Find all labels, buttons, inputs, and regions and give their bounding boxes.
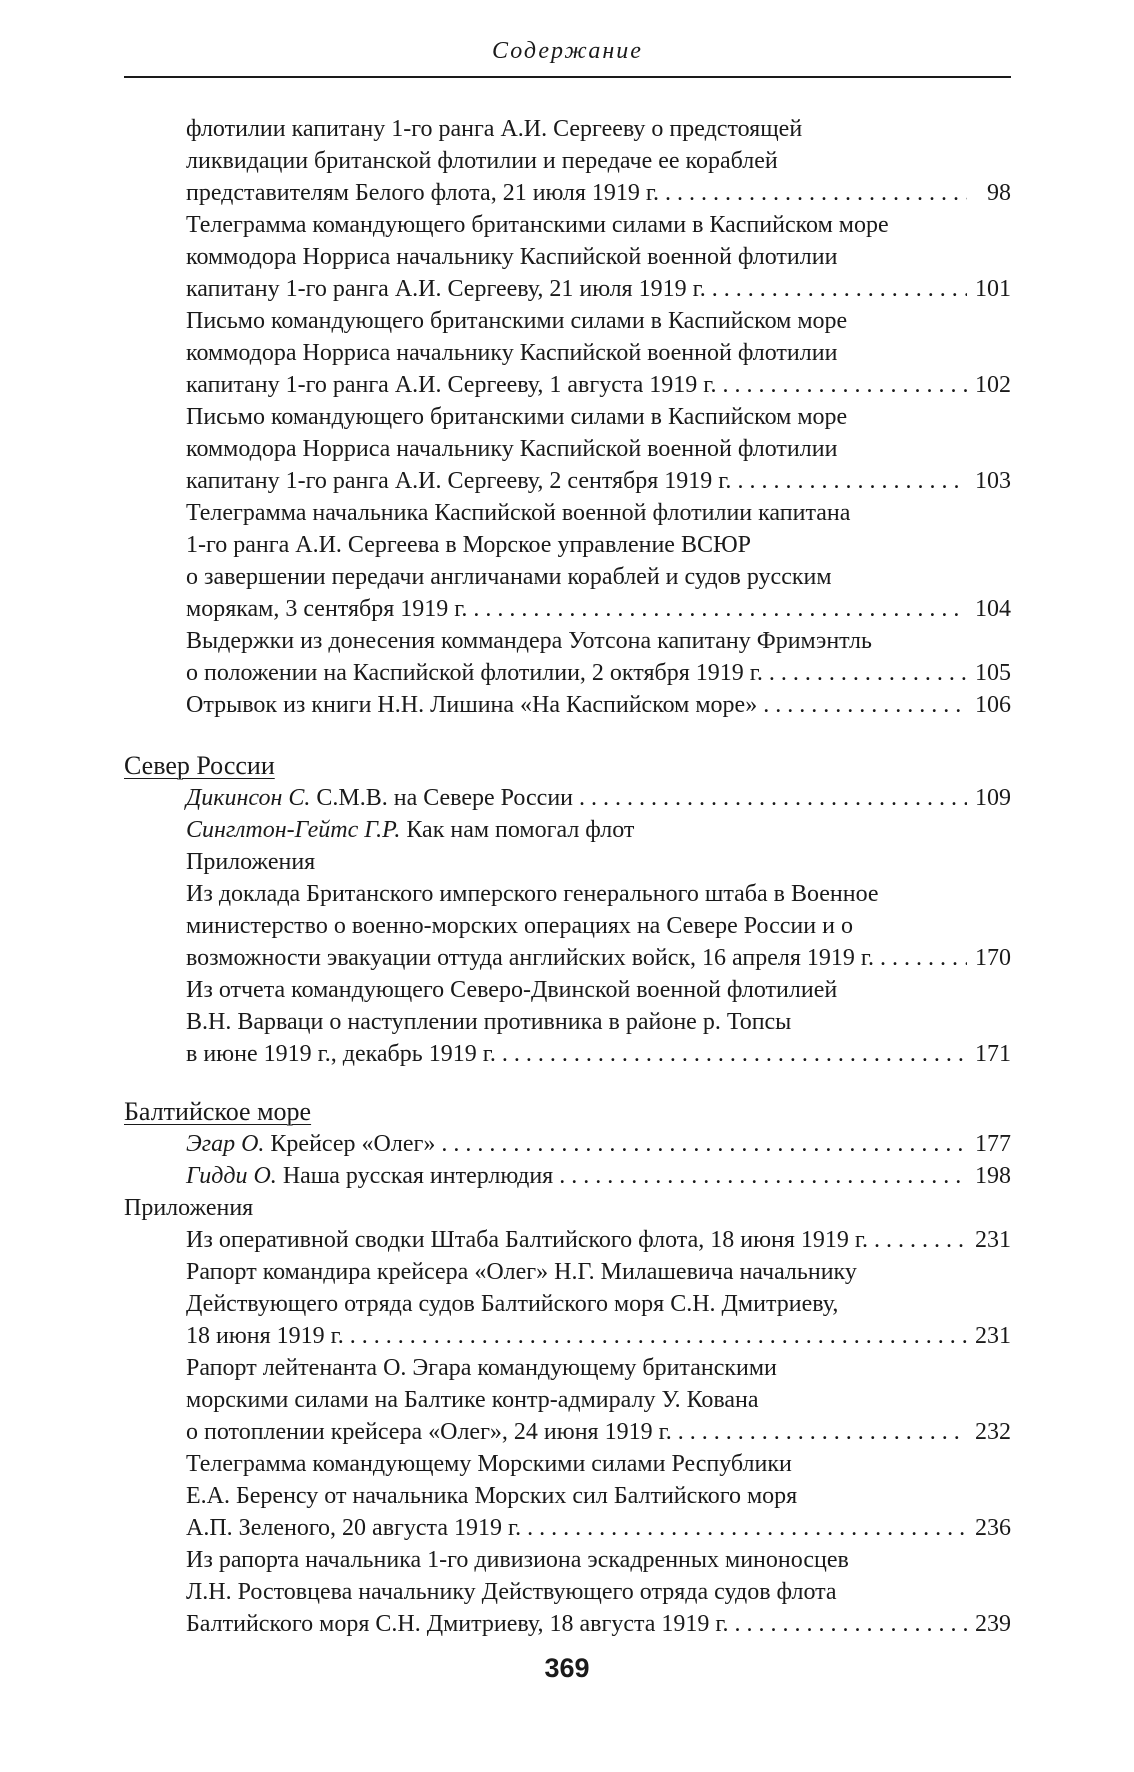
toc-line: Рапорт командира крейсера «Олег» Н.Г. Милашевича начальнику	[186, 1259, 857, 1285]
article-text: Гидди О. Наша русская интерлюдия	[186, 1163, 554, 1189]
north-appendix-label: Приложения	[186, 849, 316, 875]
toc-line-text: возможности эвакуации оттуда английских войск, 16 апреля 1919 г.	[186, 945, 875, 971]
leader-dots	[527, 1512, 967, 1544]
leader-dots	[678, 1416, 967, 1448]
page-ref: 198	[975, 1163, 1011, 1189]
page-ref: 170	[975, 945, 1011, 971]
toc-block-caspian	[124, 113, 1011, 721]
toc-line	[124, 942, 1011, 974]
toc-line	[124, 1416, 1011, 1448]
north-appendix	[124, 878, 1011, 1070]
article-text: Синглтон-Гейтс Г.Р. Как нам помогал флот	[186, 817, 635, 843]
toc-line	[124, 369, 1011, 401]
toc-line: коммодора Норриса начальнику Каспийской военной флотилии	[186, 340, 838, 366]
article-author: Синглтон-Гейтс Г.Р.	[186, 817, 401, 843]
toc-line-text: морякам, 3 сентября 1919 г.	[186, 596, 468, 622]
leader-dots	[712, 273, 967, 305]
toc-line: Письмо командующего британскими силами в Каспийском море	[186, 308, 848, 334]
leader-dots	[559, 1160, 967, 1192]
article-author: Гидди О.	[186, 1163, 277, 1189]
page-ref: 106	[975, 692, 1011, 718]
leader-dots	[880, 942, 967, 974]
baltic-articles	[124, 1128, 1011, 1192]
toc-line: В.Н. Варваци о наступлении противника в районе р. Топсы	[186, 1009, 792, 1035]
article-author: Дикинсон С.	[186, 785, 311, 811]
header-rule	[124, 76, 1011, 78]
leader-dots	[722, 369, 967, 401]
page-ref: 239	[975, 1611, 1011, 1637]
toc-line-text: Балтийского моря С.Н. Дмитриеву, 18 августа 1919 г.	[186, 1611, 729, 1637]
page-ref: 231	[975, 1323, 1011, 1349]
toc-line	[124, 593, 1011, 625]
article-text: Эгар О. Крейсер «Олег»	[186, 1131, 436, 1157]
page-ref: 171	[975, 1041, 1011, 1067]
toc-content	[124, 113, 1011, 1640]
baltic-appendix	[124, 1224, 1011, 1640]
leader-dots	[473, 593, 967, 625]
section-title-north: Север России	[124, 751, 275, 780]
toc-line: Из рапорта начальника 1-го дивизиона эскадренных миноносцев	[186, 1547, 849, 1573]
toc-line: Из отчета командующего Северо-Двинской военной флотилией	[186, 977, 838, 1003]
toc-line-text: А.П. Зеленого, 20 августа 1919 г.	[186, 1515, 522, 1541]
toc-line-text: Отрывок из книги Н.Н. Лишина «На Каспийском море»	[186, 692, 758, 718]
article-text: Дикинсон С. С.М.В. на Севере России	[186, 785, 574, 811]
leader-dots	[874, 1224, 967, 1256]
toc-line	[124, 689, 1011, 721]
toc-line: Рапорт лейтенанта О. Эгара командующему британскими	[186, 1355, 777, 1381]
toc-article	[124, 1160, 1011, 1192]
leader-dots	[735, 1608, 967, 1640]
toc-line-text: представителям Белого флота, 21 июля 1919 г.	[186, 180, 660, 206]
toc-line: Телеграмма начальника Каспийской военной флотилии капитана	[186, 500, 851, 526]
page-ref: 177	[975, 1131, 1011, 1157]
page-ref: 103	[975, 468, 1011, 494]
toc-article	[124, 1128, 1011, 1160]
toc-line	[124, 1512, 1011, 1544]
page-ref: 98	[987, 180, 1011, 206]
page-number: 369	[544, 1653, 590, 1683]
toc-line: Выдержки из донесения коммандера Уотсона капитану Фримэнтль	[186, 628, 872, 654]
toc-line: коммодора Норриса начальнику Каспийской военной флотилии	[186, 436, 838, 462]
toc-line: Е.А. Беренсу от начальника Морских сил Балтийского моря	[186, 1483, 798, 1509]
baltic-appendix-label: Приложения	[124, 1195, 254, 1221]
toc-line: морскими силами на Балтике контр-адмиралу У. Кована	[186, 1387, 759, 1413]
leader-dots	[737, 465, 967, 497]
toc-line	[124, 1320, 1011, 1352]
toc-line-text: Из оперативной сводки Штаба Балтийского флота, 18 июня 1919 г.	[186, 1227, 869, 1253]
page-ref: 104	[975, 596, 1011, 622]
toc-line	[124, 657, 1011, 689]
toc-line: Из доклада Британского имперского генерального штаба в Военное	[186, 881, 879, 907]
page-ref: 231	[975, 1227, 1011, 1253]
toc-line-text: о положении на Каспийской флотилии, 2 октября 1919 г.	[186, 660, 763, 686]
toc-line	[124, 465, 1011, 497]
page-ref: 236	[975, 1515, 1011, 1541]
toc-line: Письмо командующего британскими силами в Каспийском море	[186, 404, 848, 430]
article-author: Эгар О.	[186, 1131, 265, 1157]
toc-line-text: 18 июня 1919 г.	[186, 1323, 344, 1349]
toc-line	[124, 273, 1011, 305]
page-ref: 105	[975, 660, 1011, 686]
toc-line: ликвидации британской флотилии и передаче ее кораблей	[186, 148, 778, 174]
toc-line-text: о потоплении крейсера «Олег», 24 июня 1919 г.	[186, 1419, 672, 1445]
section-title-baltic: Балтийское море	[124, 1097, 312, 1126]
toc-line: Л.Н. Ростовцева начальнику Действующего отряда судов флота	[186, 1579, 837, 1605]
toc-line-text: капитану 1-го ранга А.И. Сергееву, 21 июля 1919 г.	[186, 276, 706, 302]
toc-line	[124, 177, 1011, 209]
toc-line: о завершении передачи англичанами кораблей и судов русским	[186, 564, 832, 590]
leader-dots	[350, 1320, 967, 1352]
toc-line: флотилии капитану 1-го ранга А.И. Сергееву о предстоящей	[186, 116, 803, 142]
toc-line	[124, 1224, 1011, 1256]
leader-dots	[579, 782, 967, 814]
toc-line-text: в июне 1919 г., декабрь 1919 г.	[186, 1041, 496, 1067]
toc-line: 1-го ранга А.И. Сергеева в Морское управление ВСЮР	[186, 532, 751, 558]
leader-dots	[665, 177, 967, 209]
toc-line: Телеграмма командующему Морскими силами Республики	[186, 1451, 792, 1477]
leader-dots	[769, 657, 967, 689]
toc-line-text: капитану 1-го ранга А.И. Сергееву, 1 августа 1919 г.	[186, 372, 717, 398]
toc-line: коммодора Норриса начальнику Каспийской военной флотилии	[186, 244, 838, 270]
page-ref: 232	[975, 1419, 1011, 1445]
page-ref: 101	[975, 276, 1011, 302]
toc-line: министерство о военно-морских операциях на Севере России и о	[186, 913, 853, 939]
running-header: Содержание	[492, 38, 643, 64]
toc-article	[124, 782, 1011, 814]
leader-dots	[763, 689, 967, 721]
north-articles	[124, 782, 1011, 846]
toc-line	[124, 1608, 1011, 1640]
page-ref: 102	[975, 372, 1011, 398]
toc-line	[124, 1038, 1011, 1070]
page-ref: 109	[975, 785, 1011, 811]
toc-article	[124, 814, 1011, 846]
toc-line: Действующего отряда судов Балтийского моря С.Н. Дмитриеву,	[186, 1291, 839, 1317]
toc-line-text: капитану 1-го ранга А.И. Сергееву, 2 сентября 1919 г.	[186, 468, 732, 494]
toc-line: Телеграмма командующего британскими силами в Каспийском море	[186, 212, 889, 238]
leader-dots	[502, 1038, 967, 1070]
leader-dots	[441, 1128, 967, 1160]
